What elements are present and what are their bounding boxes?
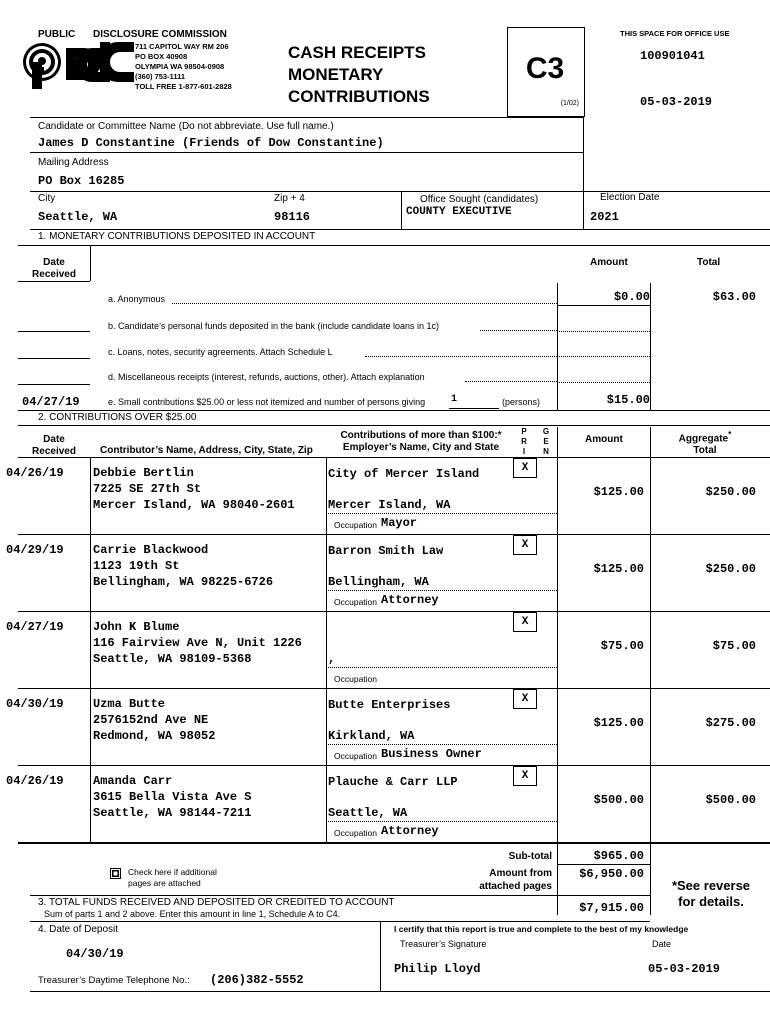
divider bbox=[557, 305, 650, 306]
divider bbox=[18, 457, 770, 458]
divider bbox=[18, 384, 90, 385]
aggregate-header bbox=[675, 428, 735, 457]
general-header: G E N bbox=[542, 427, 550, 456]
treasurer-signature: Philip Lloyd bbox=[394, 962, 481, 976]
attached-pages-line: Amount from bbox=[489, 868, 552, 879]
divider bbox=[650, 427, 651, 915]
form-title bbox=[288, 42, 430, 108]
mailing-address: PO Box 16285 bbox=[38, 174, 125, 188]
row-date: 04/29/19 bbox=[6, 543, 64, 557]
contributor-name: Debbie Bertlin bbox=[93, 466, 194, 480]
employer-city: Mercer Island, WA bbox=[328, 498, 451, 512]
divider bbox=[30, 895, 650, 896]
row-divider bbox=[18, 688, 770, 689]
aggregate-header-line: Total bbox=[693, 445, 717, 457]
divider bbox=[30, 921, 650, 922]
subtotal-label: Sub-total bbox=[508, 851, 552, 862]
date-header-line: Received bbox=[32, 269, 76, 280]
row-date: 04/27/19 bbox=[6, 620, 64, 634]
additional-pages-label bbox=[128, 867, 217, 889]
contributor-address: 2576152nd Ave NE bbox=[93, 713, 209, 727]
leader-dots bbox=[365, 356, 557, 357]
divider bbox=[557, 331, 650, 332]
row-amount: $125.00 bbox=[593, 485, 644, 499]
occupation-value: Business Owner bbox=[381, 747, 482, 761]
employer-name: Butte Enterprises bbox=[328, 698, 451, 712]
line-d-label: d. Miscellaneous receipts (interest, refunds, auctions, other). Attach explanation bbox=[108, 372, 425, 382]
occupation-label: Occupation bbox=[334, 751, 377, 761]
occupation-label: Occupation bbox=[334, 520, 377, 530]
election-date-label: Election Date bbox=[600, 192, 660, 203]
signature-date: 05-03-2019 bbox=[648, 962, 721, 976]
leader-dots bbox=[172, 303, 557, 304]
occupation-value: Attorney bbox=[381, 824, 439, 838]
divider bbox=[326, 457, 327, 843]
form-version: (1/02) bbox=[560, 100, 579, 107]
occupation-value: Mayor bbox=[381, 516, 418, 530]
leader-dots bbox=[465, 381, 557, 382]
see-reverse-note bbox=[655, 878, 767, 910]
office-id: 100901041 bbox=[640, 49, 705, 63]
candidate-name: James D Constantine (Friends of Dow Constantine) bbox=[38, 136, 384, 150]
pdc-address-line: (360) 753-1111 bbox=[135, 72, 186, 81]
contributor-address: 1123 19th St bbox=[93, 559, 180, 573]
contributor-city: Seattle, WA 98144-7211 bbox=[93, 806, 252, 820]
aggregate-header-text: Aggregate bbox=[678, 433, 729, 445]
employer-city: , bbox=[328, 652, 336, 666]
pdc-address bbox=[135, 42, 232, 92]
office-use-label: THIS SPACE FOR OFFICE USE bbox=[620, 29, 730, 38]
divider bbox=[18, 358, 90, 359]
zip-label: Zip + 4 bbox=[274, 193, 305, 204]
section1-total-header: Total bbox=[697, 257, 721, 268]
row-aggregate: $75.00 bbox=[712, 639, 756, 653]
divider bbox=[30, 229, 770, 230]
row-divider bbox=[18, 611, 770, 612]
divider bbox=[557, 283, 558, 411]
date-header-line: Date bbox=[43, 434, 65, 445]
form-title-line: CONTRIBUTIONS bbox=[288, 87, 430, 106]
contributor-address: 3615 Bella Vista Ave S bbox=[93, 790, 252, 804]
section3-total: $7,915.00 bbox=[579, 901, 644, 915]
office-sought: COUNTY EXECUTIVE bbox=[406, 206, 512, 218]
occupation-label: Occupation bbox=[334, 674, 377, 684]
divider bbox=[583, 117, 584, 230]
divider bbox=[380, 921, 381, 991]
employer-divider bbox=[328, 667, 557, 668]
row-aggregate: $275.00 bbox=[705, 716, 756, 730]
row-date: 04/26/19 bbox=[6, 774, 64, 788]
divider bbox=[557, 864, 650, 865]
divider bbox=[30, 991, 770, 992]
row-date: 04/30/19 bbox=[6, 697, 64, 711]
contributor-name: Uzma Butte bbox=[93, 697, 166, 711]
pdc-logo bbox=[22, 40, 134, 90]
divider bbox=[90, 245, 91, 281]
section2-amount-header: Amount bbox=[585, 434, 623, 445]
date-header-line: Date bbox=[43, 257, 65, 268]
employer-header-line: Contributions of more than $100:* bbox=[340, 430, 502, 441]
primary-header: P R I bbox=[521, 427, 527, 456]
deposit-date: 04/30/19 bbox=[66, 947, 124, 961]
form-title-line: MONETARY bbox=[288, 65, 384, 84]
divider bbox=[401, 191, 402, 230]
checkbox-icon bbox=[110, 868, 121, 879]
attached-pages-line: attached pages bbox=[479, 881, 552, 892]
section1-amount-header: Amount bbox=[590, 257, 628, 268]
attached-pages-label bbox=[470, 867, 552, 893]
row-divider bbox=[18, 765, 770, 766]
section2-date-header bbox=[18, 434, 90, 458]
occupation-value: Attorney bbox=[381, 593, 439, 607]
employer-name: City of Mercer Island bbox=[328, 467, 480, 481]
occupation-label: Occupation bbox=[334, 597, 377, 607]
row-aggregate: $250.00 bbox=[705, 485, 756, 499]
primary-general-checkbox[interactable]: X bbox=[513, 766, 537, 786]
line-e-persons-count: 1 bbox=[451, 394, 458, 405]
divider bbox=[557, 427, 558, 915]
contributor-city: Mercer Island, WA 98040-2601 bbox=[93, 498, 295, 512]
employer-city: Bellingham, WA bbox=[328, 575, 429, 589]
pdc-address-line: 711 CAPITOL WAY RM 206 bbox=[135, 42, 229, 51]
employer-header-line: Employer’s Name, City and State bbox=[342, 442, 500, 453]
office-sought-label: Office Sought (candidates) bbox=[420, 194, 539, 205]
section4-heading: 4. Date of Deposit bbox=[38, 924, 119, 935]
section2-heading: 2. CONTRIBUTIONS OVER $25.00 bbox=[38, 412, 197, 423]
contributor-city: Seattle, WA 98109-5368 bbox=[93, 652, 252, 666]
line-e-label: e. Small contributions $25.00 or less not itemized and number of persons giving bbox=[108, 397, 426, 407]
divider bbox=[18, 410, 770, 411]
mailing-label: Mailing Address bbox=[38, 157, 109, 168]
section1-heading: 1. MONETARY CONTRIBUTIONS DEPOSITED IN ACCOUNT bbox=[38, 231, 316, 242]
primary-general-checkbox[interactable]: X bbox=[513, 458, 537, 478]
additional-pages-line: pages are attached bbox=[128, 878, 201, 888]
employer-city: Kirkland, WA bbox=[328, 729, 415, 743]
pdc-public-label: PUBLIC bbox=[38, 29, 76, 40]
line-e-amount: $15.00 bbox=[606, 393, 650, 407]
row-amount: $75.00 bbox=[600, 639, 644, 653]
divider bbox=[18, 425, 770, 426]
row-amount: $125.00 bbox=[593, 716, 644, 730]
line-a-amount: $0.00 bbox=[613, 290, 650, 304]
row-aggregate: $250.00 bbox=[705, 562, 756, 576]
additional-pages-checkbox[interactable] bbox=[110, 866, 121, 877]
section3-heading: 3. TOTAL FUNDS RECEIVED AND DEPOSITED OR CREDITED TO ACCOUNT bbox=[38, 897, 395, 908]
row-aggregate: $500.00 bbox=[705, 793, 756, 807]
section1-date-header bbox=[18, 257, 90, 281]
employer-divider bbox=[328, 821, 557, 822]
row-date: 04/26/19 bbox=[6, 466, 64, 480]
divider bbox=[18, 245, 770, 246]
divider bbox=[18, 843, 770, 844]
form-code: C3 bbox=[525, 52, 565, 85]
row-divider bbox=[18, 534, 770, 535]
contributor-name: Carrie Blackwood bbox=[93, 543, 209, 557]
form-title-line: CASH RECEIPTS bbox=[288, 43, 426, 62]
employer-divider bbox=[328, 744, 557, 745]
line-b-label: b. Candidate’s personal funds deposited in the bank (include candidate loans in 1c) bbox=[108, 321, 440, 331]
divider bbox=[18, 331, 90, 332]
employer-name: Barron Smith Law bbox=[328, 544, 444, 558]
pdc-address-line: OLYMPIA WA 98504-0908 bbox=[135, 62, 225, 71]
employer-city: Seattle, WA bbox=[328, 806, 408, 820]
employer-header bbox=[336, 430, 506, 454]
see-reverse-line: for details. bbox=[678, 894, 744, 909]
primary-general-checkbox[interactable]: X bbox=[513, 535, 537, 555]
divider bbox=[557, 356, 650, 357]
contributor-address: 116 Fairview Ave N, Unit 1226 bbox=[93, 636, 302, 650]
candidate-name-label: Candidate or Committee Name (Do not abbreviate. Use full name.) bbox=[38, 121, 334, 132]
pdc-address-line: TOLL FREE 1-877-601-2828 bbox=[135, 82, 232, 91]
divider bbox=[90, 457, 91, 843]
divider bbox=[30, 152, 583, 153]
pdc-logo-graphic bbox=[22, 40, 134, 90]
section3-subtext: Sum of parts 1 and 2 above. Enter this amount in line 1, Schedule A to C4. bbox=[44, 909, 341, 919]
additional-pages-line: Check here if additional bbox=[128, 867, 217, 877]
contributor-address: 7225 SE 27th St bbox=[93, 482, 202, 496]
primary-general-checkbox[interactable]: X bbox=[513, 612, 537, 632]
row-amount: $125.00 bbox=[593, 562, 644, 576]
city-label: City bbox=[38, 193, 56, 204]
subtotal-value: $965.00 bbox=[593, 849, 644, 863]
treasurer-phone: (206)382-5552 bbox=[210, 973, 304, 987]
employer-divider bbox=[328, 513, 557, 514]
zip-value: 98116 bbox=[274, 210, 311, 224]
divider bbox=[557, 382, 650, 383]
primary-general-checkbox[interactable]: X bbox=[513, 689, 537, 709]
aggregate-star: * bbox=[728, 429, 732, 439]
contributor-city: Redmond, WA 98052 bbox=[93, 729, 216, 743]
contributor-name: John K Blume bbox=[93, 620, 180, 634]
pdc-commission-label: DISCLOSURE COMMISSION bbox=[93, 29, 227, 40]
signature-label: Treasurer’s Signature bbox=[400, 939, 487, 949]
city-value: Seattle, WA bbox=[38, 210, 118, 224]
persons-line bbox=[449, 408, 499, 409]
certify-statement: I certify that this report is true and complete to the best of my knowledge bbox=[394, 924, 689, 934]
line-c-label: c. Loans, notes, security agreements. Attach Schedule L bbox=[108, 347, 333, 357]
sign-date-label: Date bbox=[652, 939, 672, 949]
election-date: 2021 bbox=[590, 210, 619, 224]
employer-divider bbox=[328, 590, 557, 591]
leader-dots bbox=[480, 330, 557, 331]
divider bbox=[650, 283, 651, 411]
contributor-header: Contributor’s Name, Address, City, State, Zip bbox=[100, 445, 313, 456]
line-a-label: a. Anonymous bbox=[108, 294, 166, 304]
office-date: 05-03-2019 bbox=[640, 95, 713, 109]
attached-pages-value: $6,950.00 bbox=[579, 867, 644, 881]
line-e-date: 04/27/19 bbox=[22, 395, 80, 409]
occupation-label: Occupation bbox=[334, 828, 377, 838]
contributor-city: Bellingham, WA 98225-6726 bbox=[93, 575, 274, 589]
employer-name: Plauche & Carr LLP bbox=[328, 775, 458, 789]
aggregate-header-line bbox=[675, 428, 735, 445]
contributor-name: Amanda Carr bbox=[93, 774, 173, 788]
see-reverse-line: *See reverse bbox=[671, 878, 751, 893]
date-header-line: Received bbox=[32, 446, 76, 457]
phone-label: Treasurer’s Daytime Telephone No.: bbox=[38, 975, 190, 986]
pdc-address-line: PO BOX 40908 bbox=[135, 52, 188, 61]
divider bbox=[30, 117, 583, 118]
line-e-persons: (persons) bbox=[502, 397, 541, 407]
divider bbox=[18, 281, 90, 282]
row-amount: $500.00 bbox=[593, 793, 644, 807]
section1-total: $63.00 bbox=[712, 290, 756, 304]
